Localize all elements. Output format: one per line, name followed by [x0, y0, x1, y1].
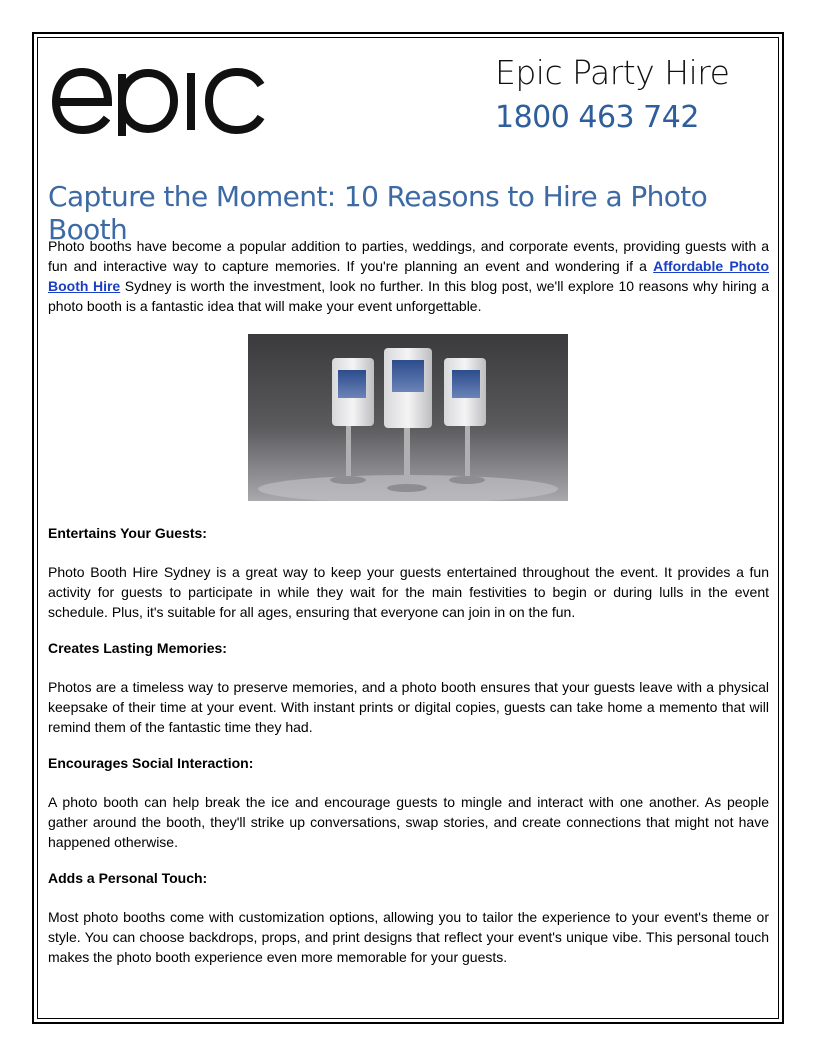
section-heading: Adds a Personal Touch: — [48, 870, 208, 886]
section-heading: Creates Lasting Memories: — [48, 640, 227, 656]
intro-text-2: Sydney is worth the investment, look no further. In this blog post, we'll explore 10 reasons why hiring a photo booth is a fantastic idea that will make your event unforgettable. — [48, 278, 769, 314]
affordable-photo-booth-link[interactable]: Affordable Photo Booth Hire — [48, 258, 769, 294]
article-title: Capture the Moment: 10 Reasons to Hire a Photo Booth — [48, 180, 708, 246]
epic-logo — [52, 64, 266, 136]
section-body: Photo Booth Hire Sydney is a great way to keep your guests entertained throughout the event. It provides a fun activity for guests to participate in while they wait for the main festivities to begin or during lulls in the event schedule. Plus, it's suitable for all ages, ensuring that everyone can join in on the fun. — [48, 564, 769, 620]
intro-text-1: Photo booths have become a popular addition to parties, weddings, and corporate events, providing guests with a fun and interactive way to capture memories. If you're planning an event and wondering if a — [48, 238, 769, 274]
company-name: Epic Party Hire — [495, 53, 730, 92]
intro-paragraph — [48, 236, 769, 316]
phone-number: 1800 463 742 — [495, 100, 699, 135]
section-body: A photo booth can help break the ice and encourage guests to mingle and interact with one another. As people gather around the booth, they'll strike up conversations, swap stories, and create connections that might not have happened otherwise. — [48, 794, 769, 850]
photo-booth-image — [248, 334, 568, 501]
section-heading: Encourages Social Interaction: — [48, 755, 254, 771]
section-body: Most photo booths come with customization options, allowing you to tailor the experience to your event's theme or style. You can choose backdrops, props, and print designs that reflect your event's unique vibe. This personal touch makes the photo booth experience even more memorable for your guests. — [48, 909, 769, 965]
section-heading: Entertains Your Guests: — [48, 525, 207, 541]
section-body: Photos are a timeless way to preserve memories, and a photo booth ensures that your guests leave with a physical keepsake of their time at your event. With instant prints or digital copies, guests can take home a memento that will remind them of the fantastic time they had. — [48, 679, 769, 735]
